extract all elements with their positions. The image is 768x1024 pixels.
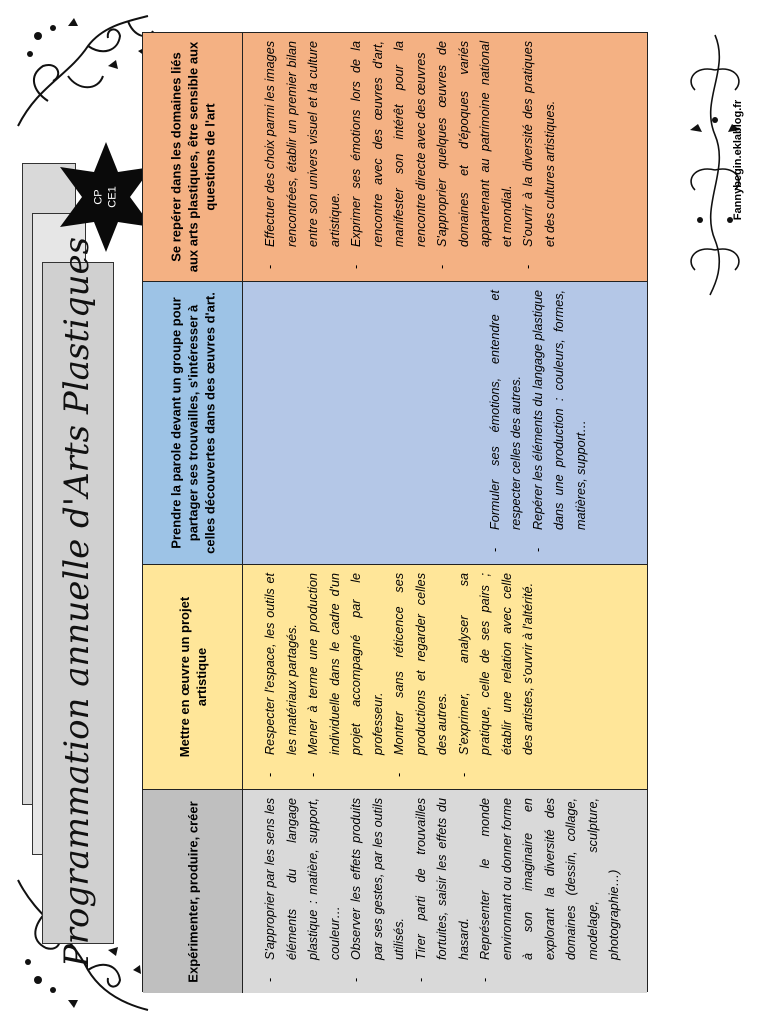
row-heading-cell <box>143 33 243 281</box>
competency-table <box>142 32 648 992</box>
list-item: - S'approprier par les sens les éléments du langage plastique : matière, support, couleur… <box>260 798 346 986</box>
row-heading: Mettre en œuvre un projet artistique <box>176 596 209 758</box>
list-item: - Observer les effets produits par ses gestes, par les outils utilisés. <box>346 798 411 986</box>
page-title: Programmation annuelle d'Arts Plastiques <box>57 236 97 968</box>
level-ce1: CE1 <box>107 186 119 208</box>
level-cp: CP <box>93 189 105 205</box>
list-item: - S'exprimer, analyser sa pratique, celle de ses pairs ; établir une relation avec celle des artistes, s'ouvrir à l'altérité. <box>454 573 540 781</box>
list-item: - S'approprier quelques œuvres de domaines et d'époques variés appartenant au patrimoine national et mondial. <box>432 41 518 273</box>
table-row-experimenter <box>143 789 647 993</box>
row-heading-cell <box>143 565 243 789</box>
blog-credit <box>728 70 748 250</box>
table-row-projet <box>143 564 647 789</box>
list-item: - Formuler ses émotions, entendre et respecter celles des autres. <box>485 290 528 556</box>
list-item: - Représenter le monde environnant ou donner forme à son imaginaire en explorant la diversité des domaines (dessin, collage, modelage, sculpture, photographie…) <box>475 798 626 986</box>
list-item: - Montrer sans réticence ses productions et regarder celles des autres. <box>389 573 454 781</box>
floral-flourish-icon <box>8 6 158 136</box>
list-item: - Effectuer des choix parmi les images rencontrées, établir un premier bilan entre son univers visuel et la culture artistique. <box>260 41 346 273</box>
row-heading: Se repérer dans les domaines liés aux arts plastiques, être sensible aux questions de l'art <box>168 41 217 273</box>
list-item: - Tirer parti de trouvailles fortuites, saisir les effets du hasard. <box>411 798 476 986</box>
row-content-cell <box>243 565 647 789</box>
credit-text: Fannybegin.eklablog.fr <box>732 99 744 221</box>
page-title-wrap <box>42 236 112 968</box>
level-badge <box>60 142 152 252</box>
row-content-cell <box>243 790 647 993</box>
list-item: - Exprimer ses émotions lors de la rencontre avec des œuvres d'art, manifester son intérêt pour la rencontre directe avec des œuvres <box>346 41 432 273</box>
list-item: - Repérer les éléments du langage plastique dans une production : couleurs, formes, matières, support… <box>528 290 593 556</box>
row-heading: Expérimenter, produire, créer <box>185 800 200 983</box>
row-content-cell <box>243 282 647 564</box>
list-item: - S'ouvrir à la diversité des pratiques et des cultures artistiques. <box>518 41 561 273</box>
list-item: - Respecter l'espace, les outils et les matériaux partagés. <box>260 573 303 781</box>
table-row-prendre-parole <box>143 281 647 564</box>
table-row-reperer <box>143 33 647 281</box>
list-item: - Mener à terme une production individuelle dans le cadre d'un projet accompagné par le professeur. <box>303 573 389 781</box>
row-heading-cell <box>143 282 243 564</box>
row-heading-cell <box>143 790 243 993</box>
row-content-cell <box>243 33 647 281</box>
row-heading: Prendre la parole devant un groupe pour partager ses trouvailles, s'intéresser à celles découvertes dans des œuvres d'art. <box>168 292 217 554</box>
